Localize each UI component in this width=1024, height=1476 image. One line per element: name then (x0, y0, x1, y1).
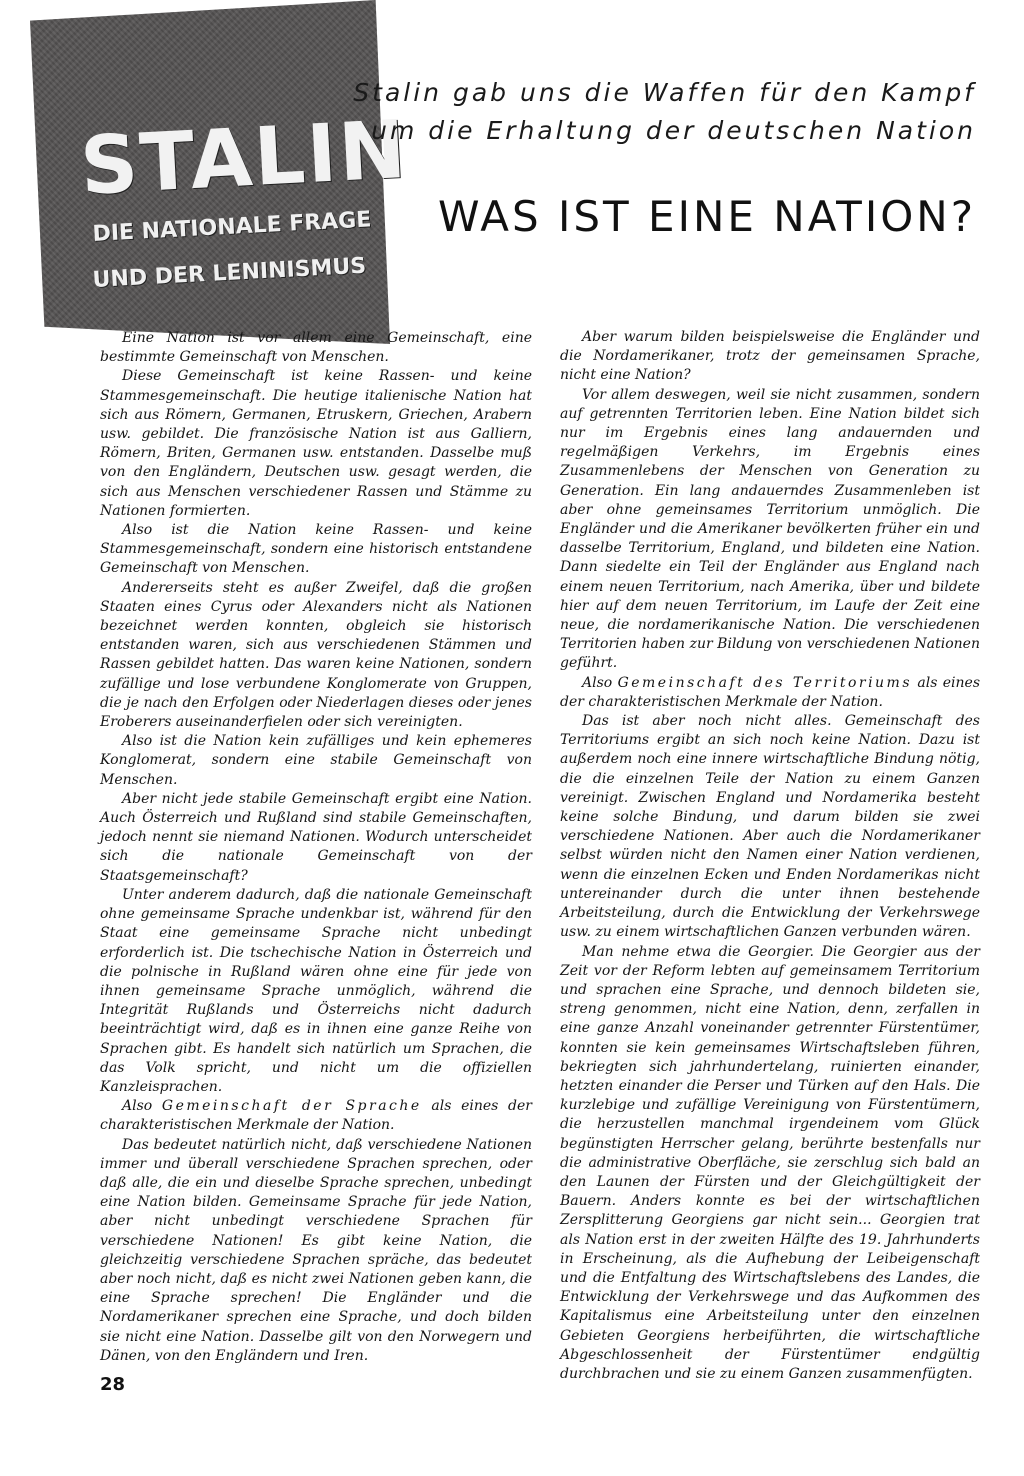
right-column (560, 328, 980, 1384)
article-title: WAS IST EINE NATION? (438, 192, 976, 241)
paragraph (560, 674, 980, 712)
paragraph: Also ist die Nation kein zufälliges und kein ephemeres Konglomerat, sondern eine stabile Gemeinschaft von Menschen. (100, 733, 532, 788)
book-cover-title: STALIN (78, 102, 411, 213)
paragraph: Unter anderem dadurch, daß die nationale Gemeinschaft ohne gemeinsame Sprache undenkbar ist, während für den Staat eine gemeinsame Sprache nicht unbedingt erforderlich ist. Die tschechische Nation in Österreich und die polnische in Rußland wären ohne eine für jede von ihnen gemeinsame Sprache unmöglich, während die Integrität Rußlands und Österreichs nicht dadurch beeinträchtigt wird, daß es in ihnen eine ganze Reihe von Sprachen gibt. Es handelt sich natürlich um Sprachen, die das Volk spricht, und nicht um die offiziellen Kanzleisprachen. (100, 886, 532, 1095)
paragraph: Das ist aber noch nicht alles. Gemeinschaft des Territoriums ergibt an sich noch keine Nation. Dazu ist außerdem noch eine innere wirtschaftliche Bindung nötig, die die einzelnen Teile der Nation zu einem Ganzen vereinigt. Zwischen England und Nordamerika besteht keine solche Bindung, und darum bilden sie zwei verschiedene Nationen. Aber auch die Nordamerikaner selbst würden nicht den Namen einer Nation verdienen, wenn die einzelnen Ecken und Enden Nordamerikas nicht untereinander durch die unter ihnen bestehende Arbeitsteilung, durch die Entwicklung der Verkehrswege usw. zu einem wirtschaftlichen Ganzen verbunden wären. (560, 713, 980, 941)
paragraph-prefix: Also (582, 674, 613, 691)
emphasis-spaced: Gemeinschaft des Territoriums (617, 674, 913, 691)
page-number: 28 (100, 1374, 126, 1395)
emphasis-spaced: Gemeinschaft der Sprache (161, 1098, 422, 1115)
paragraph: Eine Nation ist vor allem eine Gemeinschaft, eine bestimmte Gemeinschaft von Menschen. (100, 330, 532, 366)
paragraph: Andererseits steht es außer Zweifel, daß die großen Staaten eines Cyrus oder Alexanders nicht als Nationen bezeichnet werden konnten, obgleich sie historisch entstanden waren, sich aus verschiedenen Stämmen und Rassen gebildet hatten. Das waren keine Nationen, sondern zufällige und lose verbundene Konglomerate von Gruppen, die je nach den Erfolgen oder Niederlagen dieses oder jenes Eroberers auseinanderfielen oder sich vereinigten. (100, 579, 532, 731)
paragraph-suffix: als eines der charakteristischen Merkmale der Nation. (560, 674, 981, 710)
paragraph (100, 1097, 532, 1135)
book-cover-subtitle-line2: UND DER LENINISMUS (92, 253, 367, 293)
paragraph: Das bedeutet natürlich nicht, daß verschiedene Nationen immer und überall verschiedene Sprachen sprechen, oder daß alle, die ein und dieselbe Sprache sprechen, unbedingt eine Nation bilden. Gemeinsame Sprache für jede Nation, aber nicht unbedingt verschiedene Sprachen für verschiedene Nationen! Es gibt keine Nation, die gleichzeitig verschiedene Sprachen spräche, das bedeutet aber noch nicht, daß es nicht zwei Nationen geben kann, die eine Sprache sprechen! Die Engländer und die Nordamerikaner sprechen eine Sprache, und doch bilden sie nicht eine Nation. Dasselbe gilt von den Norwegern und Dänen, von den Engländern und Iren. (100, 1136, 532, 1364)
paragraph-prefix: Also (122, 1098, 153, 1115)
paragraph: Diese Gemeinschaft ist keine Rassen- und keine Stammesgemeinschaft. Die heutige italienische Nation hat sich aus Römern, Germanen, Etruskern, Griechen, Arabern usw. gebildet. Die französische Nation ist aus Galliern, Römern, Briten, Germanen usw. entstanden. Dasselbe muß von den Engländern, Deutschen usw. gesagt werden, die sich aus Menschen verschiedener Rassen und Stämme zu Nationen formierten. (100, 368, 532, 519)
paragraph-suffix: als eines der charakteristischen Merkmale der Nation. (100, 1098, 532, 1134)
book-cover-subtitle-line1: DIE NATIONALE FRAGE (92, 207, 372, 247)
paragraph: Man nehme etwa die Georgier. Die Georgier aus der Zeit vor der Reform lebten auf gemeinsamem Territorium und sprachen eine Sprache, und dennoch bildeten sie, streng genommen, nicht eine Nation, denn, zerfallen in eine ganze Anzahl voneinander getrennter Fürstentümer, konnten sie kein gemeinsames Wirtschaftsleben führen, bekriegten sich jahrhundertelang, ruinierten einander, hetzten einander die Perser und Türken auf den Hals. Die kurzlebige und zufällige Vereinigung von Fürstentümern, die herzustellen manchmal irgendeinem vom Glück begünstigten Herrscher gelang, berührte bestenfalls nur die administrative Oberfläche, sie zerschlug sich bald an den Launen der Fürsten und der Gleichgültigkeit der Bauern. Anders konnte es bei der wirtschaftlichen Zersplitterung Georgiens gar nicht sein... Georgien trat als Nation erst in der zweiten Hälfte des 19. Jahrhunderts in Erscheinung, als die Aufhebung der Leibeigenschaft und die Entfaltung des Wirtschaftslebens des Landes, die Entwicklung der Verkehrswege und das Aufkommen des Kapitalismus eine Arbeitsteilung unter den einzelnen Gebieten Georgiens herbeiführten, die wirtschaftliche Abgeschlossenheit der Fürstentümer endgültig durchbrachen und sie zu einem Ganzen zusammenfügten. (560, 943, 980, 1382)
paragraph: Also ist die Nation keine Rassen- und keine Stammesgemeinschaft, sondern eine historisch entstandene Gemeinschaft von Menschen. (100, 522, 532, 577)
paragraph: Vor allem deswegen, weil sie nicht zusammen, sondern auf getrennten Territorien leben. Eine Nation bildet sich nur im Ergebnis eines lang andauernden und regelmäßigen Verkehrs, im Ergebnis eines Zusammenlebens der Menschen von Generation zu Generation. Ein lang andauerndes Zusammenleben ist aber ohne gemeinsames Territorium unmöglich. Die Engländer und die Amerikaner bevölkerten früher ein und dasselbe Territorium, England, und bildeten eine Nation. Dann siedelte ein Teil der Engländer aus England nach einem neuen Territorium, nach Amerika, über und bildete hier auf dem neuen Territorium, im Laufe der Zeit eine neue, die nordamerikanische Nation. Die verschiedenen Territorien haben zur Bildung von verschiedenen Nationen geführt. (560, 386, 980, 672)
tagline-line1: Stalin gab uns die Waffen für den Kampf (353, 78, 976, 107)
paragraph: Aber warum bilden beispielsweise die Engländer und die Nordamerikaner, trotz der gemeinsamen Sprache, nicht eine Nation? (560, 329, 980, 384)
left-column (100, 329, 532, 1366)
paragraph: Aber nicht jede stabile Gemeinschaft ergibt eine Nation. Auch Österreich und Rußland sind stabile Gemeinschaften, jedoch nennt sie niemand Nationen. Wodurch unterscheidet sich die nationale Gemeinschaft von der Staatsgemeinschaft? (100, 790, 532, 884)
tagline-line2: um die Erhaltung der deutschen Nation (371, 116, 976, 145)
